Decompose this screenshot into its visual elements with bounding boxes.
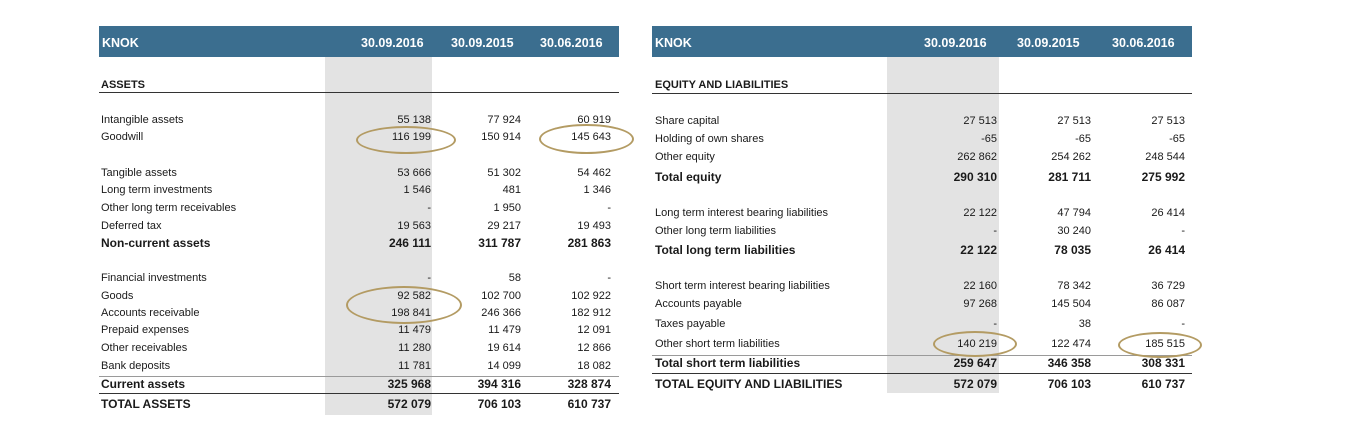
value-2015q3: 47 794 — [1057, 207, 1091, 219]
value-2016q3: - — [993, 225, 997, 237]
value-2015q3: 394 316 — [477, 377, 521, 391]
value-2016q2: - — [607, 272, 611, 284]
col-header-1: 30.09.2016 — [361, 36, 424, 50]
value-2015q3: 19 614 — [487, 342, 521, 354]
row-label: Total short term liabilities — [655, 356, 801, 370]
row-label: Financial investments — [101, 272, 207, 284]
value-2016q2: -65 — [1169, 133, 1185, 145]
value-2015q3: 11 479 — [488, 324, 521, 336]
row-label: Other long term receivables — [101, 202, 237, 214]
value-2016q2: 26 414 — [1151, 207, 1185, 219]
value-2016q3: 198 841 — [391, 307, 431, 319]
value-2016q3: 92 582 — [397, 290, 431, 302]
value-2015q3: 1 950 — [493, 202, 521, 214]
row-label: Long term interest bearing liabilities — [655, 207, 829, 219]
value-2016q2: 308 331 — [1141, 356, 1185, 370]
row-label: Prepaid expenses — [101, 324, 190, 336]
row-label: Accounts payable — [655, 298, 742, 310]
value-2016q2: 60 919 — [577, 114, 611, 126]
value-2016q2: 102 922 — [571, 290, 611, 302]
col-header-3: 30.06.2016 — [1112, 36, 1175, 50]
value-2016q3: - — [427, 202, 431, 214]
value-2015q3: 481 — [502, 184, 521, 196]
row-label: Taxes payable — [655, 318, 726, 330]
value-2015q3: 27 513 — [1057, 115, 1091, 127]
value-2016q2: 12 091 — [577, 324, 611, 336]
value-2015q3: 311 787 — [478, 236, 521, 250]
value-2015q3: 102 700 — [481, 290, 521, 302]
value-2016q3: 11 479 — [398, 324, 431, 336]
company-label: KNOK — [102, 36, 139, 50]
row-label: Goodwill — [101, 131, 144, 143]
value-2015q3: 145 504 — [1051, 298, 1091, 310]
equity-header-bar — [652, 26, 1192, 57]
row-label: Total equity — [655, 170, 722, 184]
value-2016q3: 22 122 — [960, 243, 997, 257]
value-2015q3: 51 302 — [487, 167, 521, 179]
highlight-oval — [346, 286, 462, 324]
section-title: ASSETS — [101, 79, 146, 91]
value-2016q2: 54 462 — [577, 167, 611, 179]
value-2016q3: 1 546 — [403, 184, 431, 196]
value-2016q2: 86 087 — [1151, 298, 1185, 310]
value-2016q3: 22 160 — [963, 280, 997, 292]
value-2016q3: 116 199 — [392, 131, 431, 143]
row-label: Share capital — [655, 115, 720, 127]
value-2016q3: 97 268 — [963, 298, 997, 310]
value-2016q3: 27 513 — [963, 115, 997, 127]
value-2016q3: 53 666 — [397, 167, 431, 179]
value-2015q3: 706 103 — [1047, 377, 1091, 391]
col-header-2: 30.09.2015 — [1017, 36, 1080, 50]
value-2015q3: 254 262 — [1051, 151, 1091, 163]
value-2016q2: 610 737 — [1141, 377, 1185, 391]
row-label: Holding of own shares — [655, 133, 764, 145]
row-label: TOTAL EQUITY AND LIABILITIES — [655, 377, 843, 391]
value-2015q3: 150 914 — [481, 131, 521, 143]
value-2016q2: 12 866 — [577, 342, 611, 354]
col-header-3: 30.06.2016 — [540, 36, 603, 50]
value-2016q2: 248 544 — [1145, 151, 1185, 163]
value-2016q2: - — [1181, 225, 1185, 237]
value-2016q3: 246 111 — [388, 236, 431, 250]
value-2015q3: 122 474 — [1051, 338, 1091, 350]
value-2016q2: - — [1181, 318, 1185, 330]
value-2016q3: 11 781 — [398, 360, 431, 372]
value-2016q2: 610 737 — [567, 397, 611, 411]
highlight-oval — [933, 331, 1017, 357]
value-2016q3: - — [427, 272, 431, 284]
value-2015q3: 78 035 — [1054, 243, 1091, 257]
assets-header-bar — [99, 26, 619, 57]
row-divider — [652, 355, 1192, 356]
row-label: TOTAL ASSETS — [101, 397, 191, 411]
row-label: Non-current assets — [101, 236, 211, 250]
row-divider — [99, 376, 619, 377]
total-divider — [99, 393, 619, 394]
value-2016q2: 281 863 — [567, 236, 611, 250]
value-2016q3: 290 310 — [953, 170, 997, 184]
section-title: EQUITY AND LIABILITIES — [655, 79, 789, 91]
section-divider — [99, 92, 619, 93]
value-2016q2: 27 513 — [1151, 115, 1185, 127]
row-label: Total long term liabilities — [655, 243, 796, 257]
value-2015q3: 30 240 — [1057, 225, 1091, 237]
value-2015q3: 58 — [508, 272, 521, 284]
row-label: Current assets — [101, 377, 186, 391]
row-label: Other short term liabilities — [655, 338, 780, 350]
value-2016q3: 19 563 — [397, 220, 431, 232]
value-2016q3: 262 862 — [957, 151, 997, 163]
value-2015q3: 38 — [1078, 318, 1091, 330]
value-2015q3: 346 358 — [1047, 356, 1091, 370]
value-2016q2: 1 346 — [583, 184, 611, 196]
value-2016q3: 11 280 — [398, 342, 431, 354]
value-2016q3: -65 — [981, 133, 997, 145]
value-2016q3: 325 968 — [387, 377, 431, 391]
col-header-1: 30.09.2016 — [924, 36, 987, 50]
row-label: Tangible assets — [101, 167, 177, 179]
row-label: Other receivables — [101, 342, 188, 354]
row-label: Long term investments — [101, 184, 213, 196]
value-2015q3: 246 366 — [481, 307, 521, 319]
value-2015q3: 78 342 — [1057, 280, 1091, 292]
row-label: Short term interest bearing liabilities — [655, 280, 830, 292]
value-2016q2: 182 912 — [571, 307, 611, 319]
value-2016q3: 22 122 — [963, 207, 997, 219]
company-label: KNOK — [655, 36, 692, 50]
value-2016q2: 145 643 — [571, 131, 611, 143]
value-2016q2: 36 729 — [1151, 280, 1185, 292]
total-divider — [652, 373, 1192, 374]
highlight-oval — [356, 126, 456, 154]
highlight-oval — [539, 124, 634, 154]
value-2016q3: 572 079 — [953, 377, 997, 391]
value-2016q3: - — [993, 318, 997, 330]
value-2016q2: 275 992 — [1141, 170, 1185, 184]
value-2015q3: -65 — [1075, 133, 1091, 145]
row-label: Deferred tax — [101, 220, 162, 232]
value-2016q2: 185 515 — [1145, 338, 1185, 350]
value-2016q2: 26 414 — [1148, 243, 1185, 257]
value-2016q3: 572 079 — [387, 397, 431, 411]
value-2016q3: 259 647 — [953, 356, 997, 370]
row-label: Other long term liabilities — [655, 225, 777, 237]
value-2015q3: 706 103 — [477, 397, 521, 411]
value-2016q2: 18 082 — [577, 360, 611, 372]
value-2015q3: 14 099 — [487, 360, 521, 372]
row-label: Accounts receivable — [101, 307, 200, 319]
value-2016q3: 55 138 — [397, 114, 431, 126]
row-label: Other equity — [655, 151, 715, 163]
row-label: Intangible assets — [101, 114, 184, 126]
value-2016q2: 328 874 — [567, 377, 611, 391]
value-2016q2: - — [607, 202, 611, 214]
value-2015q3: 281 711 — [1048, 170, 1091, 184]
col-header-2: 30.09.2015 — [451, 36, 514, 50]
value-2016q2: 19 493 — [577, 220, 611, 232]
value-2015q3: 29 217 — [487, 220, 521, 232]
value-2015q3: 77 924 — [487, 114, 521, 126]
section-divider — [652, 93, 1192, 94]
highlight-oval — [1118, 332, 1202, 358]
row-label: Bank deposits — [101, 360, 171, 372]
row-label: Goods — [101, 290, 134, 302]
value-2016q3: 140 219 — [957, 338, 997, 350]
